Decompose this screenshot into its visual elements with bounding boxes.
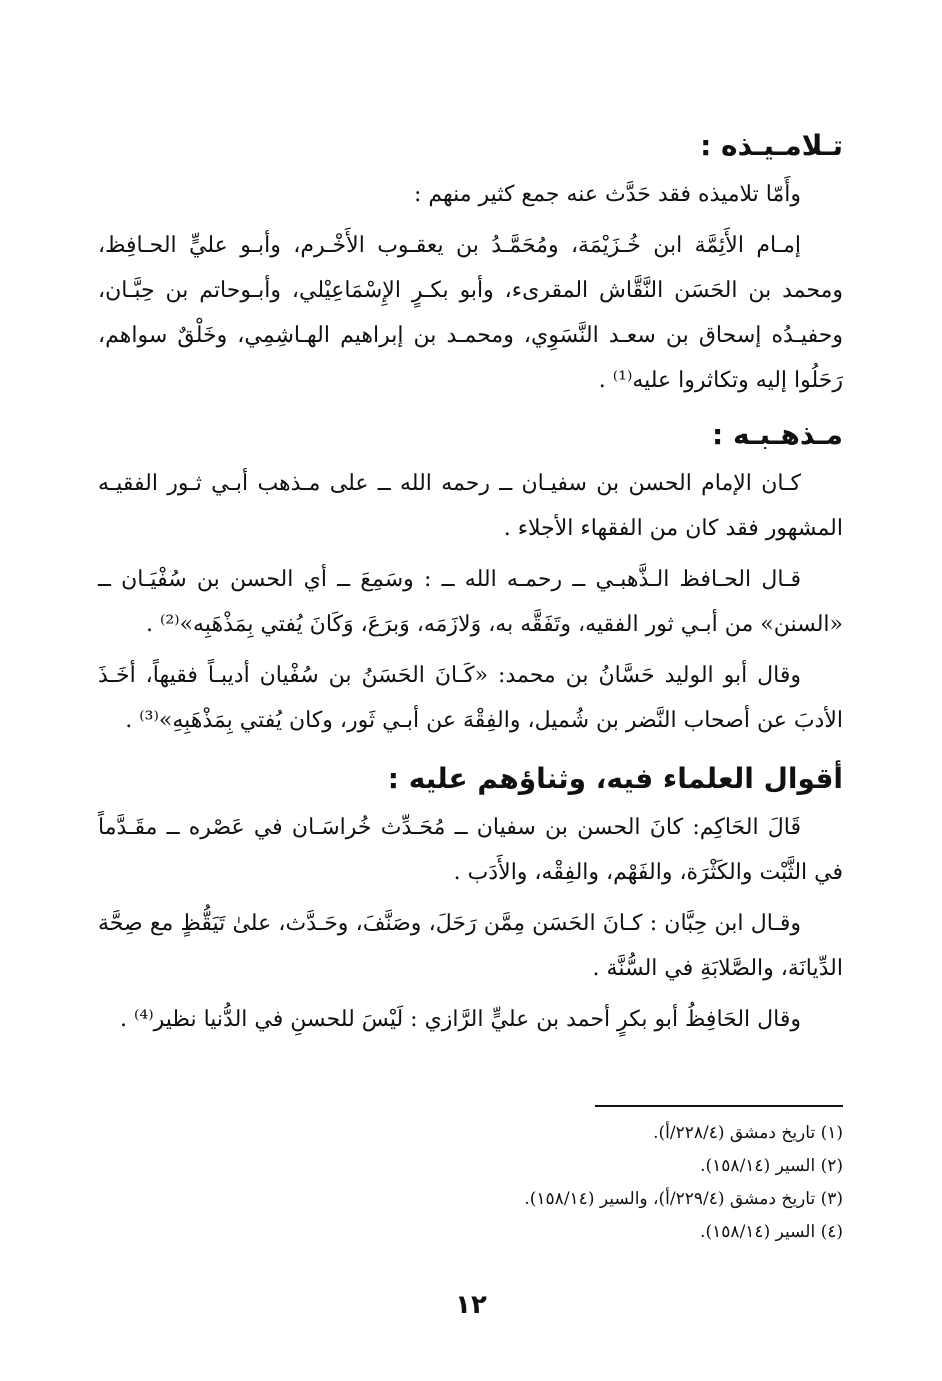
students-list-paragraph: إمـام الأَئِمَّة ابن خُـزَيْمَة، ومُحَمَّـدُ بن يعقـوب الأَخْـرم، وأبـو عليٍّ الحـافِظ، ومحمد بن الحَسَن النَّقَّاش المقرىء، وأبو بكـرٍ الإِسْمَاعِيْلي، وأبـوحاتم بن حِبَّـان، وحفيـدُه إسحاق بن سعـد النَّسَوِي، ومحمـد بن إبراهيم الهـاشِمِي، وخَلْقٌ سواهم، رَحَلُوا إليه وتكاثروا عليه⁽¹⁾ . [98,233,843,393]
madhhab-paragraph-3: وقال أبو الوليد حَسَّانُ بن محمد: «كَـانَ الحَسَنُ بن سُفْيان أديبـاً فقيهاً، أخَـذَ الأدبَ عن أصحاب النَّضر بن شُميل، والفِقْهَ عن أبـي ثَور، وكان يُفتي بِمَذْهَبِهِ»⁽³⁾ . [98,663,843,733]
students-intro-paragraph: وأَمّا تلاميذه فقد حَدَّث عنه جمع كثير منهم : [413,182,801,207]
footnote-separator-rule [595,1105,843,1107]
praise-paragraph-3: وقال الحَافِظُ أبو بكرٍ أحمد بن عليٍّ الرَّازي : لَيْسَ للحسنِ في الدُّنيا نظير⁽⁴⁾ . [120,1007,801,1032]
heading-praise: أقوال العلماء فيه، وثناؤهم عليه : [387,762,843,795]
page-number: ١٢ [455,1290,487,1320]
heading-madhhab: مـذهـبـه : [712,418,843,451]
footnote-2: (٢) السير (١٥٨/١٤). [700,1156,843,1176]
footnote-4: (٤) السير (١٥٨/١٤). [700,1222,843,1242]
praise-paragraph-2: وقـال ابن حِبَّان : كـانَ الحَسَن مِمَّن رَحَلَ، وصَنَّفَ، وحَـدَّث، علىٰ تَيَقُّظٍ مع صِحَّة الدِّيانَة، والصَّلابَةِ في السُّنَّة . [98,911,843,981]
praise-paragraph-1: قَالَ الحَاكِم: كانَ الحسن بن سفيان ــ مُحَـدِّث خُراسَـان في عَصْره ــ مقَـدَّماً في الثَّبْت والكَثْرَة، والفَهْم، والفِقْه، والأَدَب . [98,815,843,885]
madhhab-paragraph-2: قـال الحـافظ الـذَّهبـي ــ رحمـه الله ــ : وسَمِعَ ــ أي الحسن بن سُفْيَـان ــ «السنن» من أبـي ثور الفقيه، وتَفَقَّه به، وَلازَمَه، وَبرَعَ، وَكَانَ يُفتي بِمَذْهَبِه»⁽²⁾ . [98,567,843,637]
footnote-3: (٣) تاريخ دمشق (٢٢٩/٤/أ)، والسير (١٥٨/١٤). [524,1189,843,1209]
madhhab-paragraph-1: كـان الإمام الحسن بن سفيـان ــ رحمه الله ــ على مـذهب أبـي ثـور الفقيـه المشهور فقد كان من الفقهاء الأجلاء . [98,471,843,541]
page-body [98,120,843,1048]
footnotes-section [98,1105,843,1249]
heading-students: تـلامـيـذه : [700,129,843,162]
footnote-1: (١) تاريخ دمشق (٢٢٨/٤/أ). [653,1123,843,1143]
